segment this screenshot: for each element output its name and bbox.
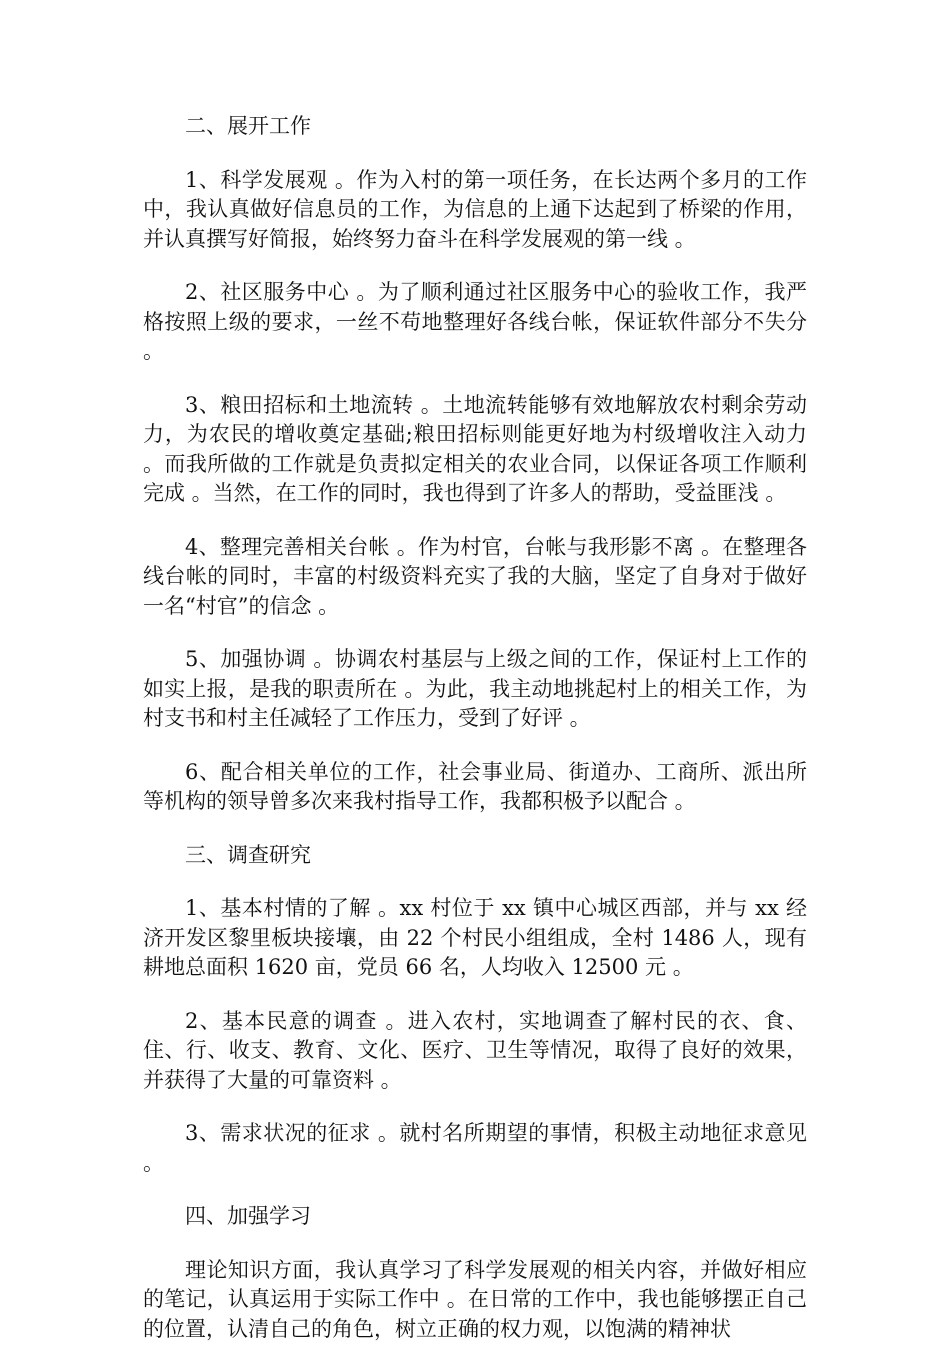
paragraph-community-service-center: 2、社区服务中心 。为了顺利通过社区服务中心的验收工作，我严格按照上级的要求，一丝不苟地整理好各线台帐，保证软件部分不失分 。	[143, 280, 814, 363]
paragraph-cooperation: 6、配合相关单位的工作，社会事业局、街道办、工商所、派出所等机构的领导曾多次来我村指导工作，我都积极予以配合 。	[143, 759, 807, 813]
section-heading-expand-work: 二、展开工作	[185, 114, 311, 138]
paragraph-ledger-management: 4、整理完善相关台帐 。作为村官，台帐与我形影不离 。在整理各线台帐的同时，丰富的村级资料充实了我的大脑，坚定了自身对于做好一名“村官”的信念 。	[143, 534, 807, 618]
paragraph-village-profile: 1、基本村情的了解 。xx 村位于 xx 镇中心城区西部，并与 xx 经济开发区黎里板块接壤，由 22 个村民小组组成，全村 1486 人，现有耕地总面积 1620 亩，党员 66 名，人均收入 12500 元 。	[143, 896, 807, 979]
document-page	[143, 112, 814, 1368]
section-heading-study: 四、加强学习	[185, 1204, 311, 1228]
section-heading-research: 三、调查研究	[185, 842, 311, 867]
paragraph-coordination: 5、加强协调 。协调农村基层与上级之间的工作，保证村上工作的如实上报，是我的职责所在 。为此，我主动地挑起村上的相关工作，为村支书和村主任减轻了工作压力，受到了好评 。	[143, 647, 807, 730]
paragraph-needs-survey: 3、需求状况的征求 。就村名所期望的事情，积极主动地征求意见 。	[143, 1121, 814, 1175]
paragraph-theory-study: 理论知识方面，我认真学习了科学发展观的相关内容，并做好相应的笔记，认真运用于实际工作中 。在日常的工作中，我也能够摆正自己的位置，认清自己的角色，树立正确的权力观，以饱满的精神状	[143, 1257, 807, 1341]
paragraph-public-opinion-survey: 2、基本民意的调查 。进入农村，实地调查了解村民的衣、食、住、行、收支、教育、文化、医疗、卫生等情况，取得了良好的效果，并获得了大量的可靠资料 。	[143, 1008, 807, 1092]
paragraph-land-transfer: 3、粮田招标和土地流转 。土地流转能够有效地解放农村剩余劳动力，为农民的增收奠定基础;粮田招标则能更好地为村级增收注入动力 。而我所做的工作就是负责拟定相关的农业合同，以保证各项工作顺利完成 。当然，在工作的同时，我也得到了许多人的帮助，受益匪浅 。	[143, 392, 814, 505]
paragraph-scientific-outlook: 1、科学发展观 。作为入村的第一项任务，在长达两个多月的工作中，我认真做好信息员的工作，为信息的上通下达起到了桥梁的作用，并认真撰写好简报，始终努力奋斗在科学发展观的第一线 。	[143, 167, 807, 251]
